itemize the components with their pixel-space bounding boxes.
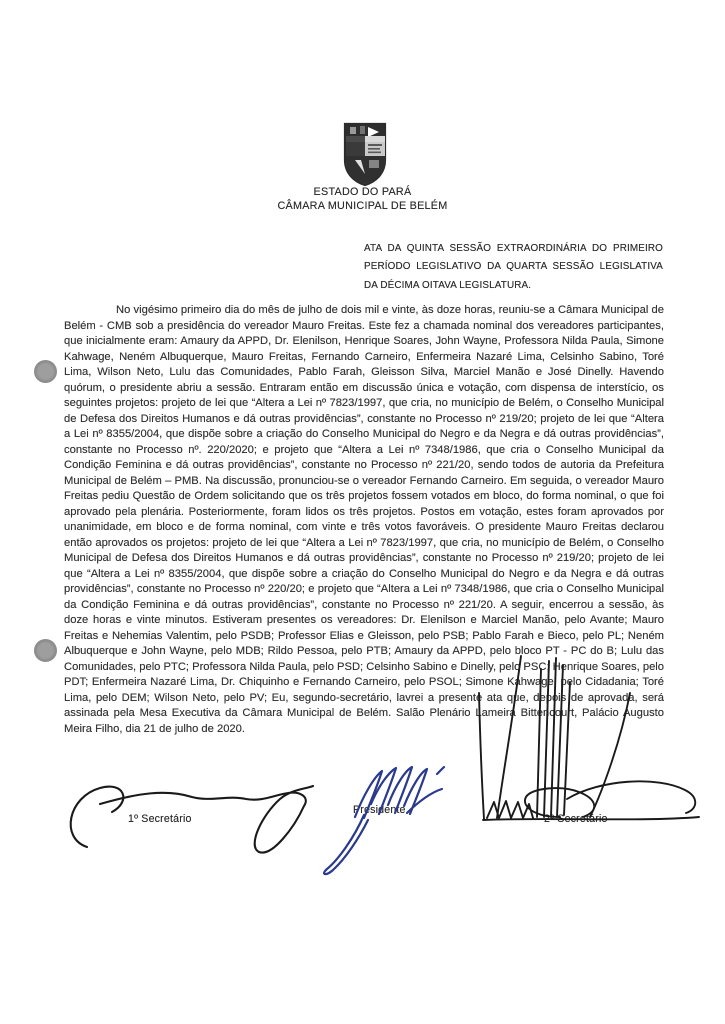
- letterhead: [0, 186, 725, 213]
- coat-of-arms-icon: [341, 122, 389, 186]
- second-secretary-label: 2º Secretário: [544, 813, 608, 825]
- president-signature: [324, 767, 444, 874]
- hole-punch-icon: [34, 639, 57, 662]
- hole-punch-icon: [34, 360, 57, 383]
- session-title: ATA DA QUINTA SESSÃO EXTRAORDINÁRIA DO PRIMEIRO PERÍODO LEGISLATIVO DA QUARTA SESSÃO LEGISLATIVA DA DÉCIMA OITAVA LEGISLATURA.: [364, 243, 663, 291]
- letterhead-municipality-line: CÂMARA MUNICIPAL DE BELÉM: [277, 199, 448, 212]
- first-secretary-label: 1º Secretário: [128, 813, 192, 825]
- minutes-body: [64, 303, 664, 737]
- letterhead-state-line: ESTADO DO PARÁ: [313, 186, 412, 198]
- minutes-paragraph: No vigésimo primeiro dia do mês de julho de dois mil e vinte, às doze horas, reuniu-se a Câmara Municipal de Belém - CMB sob a presidência do vereador Mauro Freitas. Este fez a chamada nominal dos vereadores participantes, que inicialmente eram: Amaury da APPD, Dr. Elenilson, Henrique Soares, John Wayne, Professora Nilda Paula, Simone Kahwage, Neném Albuquerque, Mauro Freitas, Fernando Carneiro, Enfermeira Nazaré Lima, Celsinho Sabino, Toré Lima, Wilson Neto, Lulu das Comunidades, Pablo Farah, Gleisson Silva, Marciel Manão e José Dinelly. Havendo quórum, o presidente abriu a sessão. Entraram então em discussão única e votação, com dispensa de interstício, os seguintes projetos: projeto de lei que “Altera a Lei nº 7823/1997, que cria, no município de Belém, o Conselho Municipal de Defesa dos Direitos Humanos e dá outras providências”, constante no Processo nº 219/20; projeto de lei que “Altera a Lei nº 8355/2004, que dispõe sobre a criação do Conselho Municipal do Negro e da Negra e dá outras providências”, constante no Processo nº. 220/2020; e projeto que “Altera a Lei nº 7348/1986, que cria o Conselho Municipal da Condição Feminina e dá outras providências”, constante no Processo nº 221/20, sendo todos de autoria da Prefeitura Municipal de Belém – PMB. Na discussão, pronunciou-se o vereador Fernando Carneiro. Em seguida, o vereador Mauro Freitas pediu Questão de Ordem solicitando que os três projetos fossem votados em bloco, do forma nominal, o que foi aprovado pela plenária. Posteriormente, foram lidos os três projetos. Postos em votação, estes foram aprovados por unanimidade, em bloco e de forma nominal, com vinte e três votos favoráveis. O presidente Mauro Freitas declarou então aprovados os projetos: projeto de lei que “Altera a Lei nº 7823/1997, que cria, no município de Belém, o Conselho Municipal de Defesa dos Direitos Humanos e dá outras providências”, constante no Processo nº 219/20; projeto de lei que “Altera a Lei nº 8355/2004, que dispõe sobre a criação do Conselho Municipal do Negro e da Negra e dá outras providências”, constante no Processo nº 220/20; e projeto que “Altera a Lei nº 7348/1986, que cria o Conselho Municipal da Condição Feminina e dá outras providências”, constante no Processo nº 221/20. A seguir, encerrou a sessão, às doze horas e vinte minutos. Estiveram presentes os vereadores: Dr. Elenilson e Marciel Manão, pelo Avante; Mauro Freitas e Nehemias Valentim, pelo PSDB; Professor Elias e Gleisson, pelo PSB; Pablo Farah e Bieco, pelo PL; Neném Albuquerque e John Wayne, pelo MDB; Rildo Pessoa, pelo PTB; Amaury da APPD, pelo bloco PT - PC do B; Lulu das Comunidades, pelo PTC; Professora Nilda Paula, pelo PSD; Celsinho Sabino e Dinelly, pelo PSC; Henrique Soares, pelo PDT; Enfermeira Nazaré Lima, Dr. Chiquinho e Fernando Carneiro, pelo PSOL; Simone Kahwage, pelo Cidadania; Toré Lima, pelo DEM; Wilson Neto, pelo PV; Eu, segundo-secretário, lavrei a presente ata que, depois de aprovada, será assinada pela Mesa Executiva da Câmara Municipal de Belém. Salão Plenário Lameira Bittencourt, Palácio Augusto Meira Filho, dia 21 de julho de 2020.: [64, 304, 664, 735]
- president-label: Presidente: [353, 804, 406, 816]
